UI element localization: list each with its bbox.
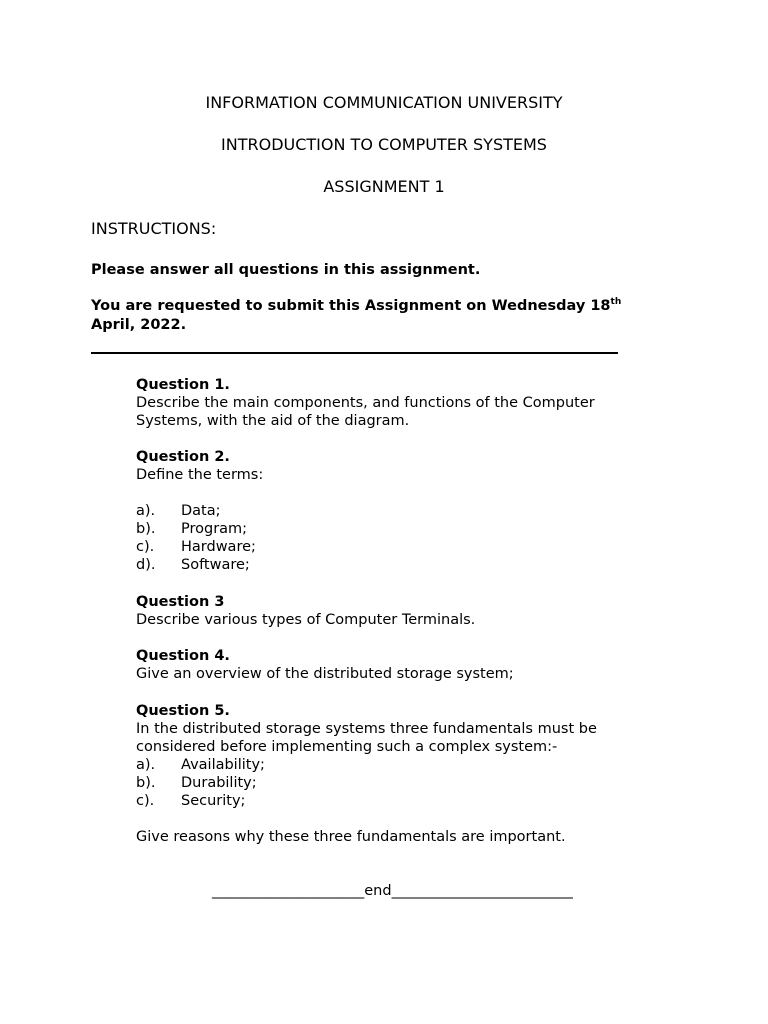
question-5-title: Question 5. <box>136 703 230 719</box>
date-ordinal-suffix: th <box>610 297 622 308</box>
assignment-title: ASSIGNMENT 1 <box>323 177 445 196</box>
list-item-text: Hardware; <box>181 539 256 555</box>
question-3 <box>136 593 636 629</box>
question-2 <box>136 448 636 574</box>
question-2-title: Question 2. <box>136 449 230 465</box>
question-2-text: Define the terms: <box>136 467 264 483</box>
course-title: INTRODUCTION TO COMPUTER SYSTEMS <box>221 135 547 154</box>
question-2-list <box>136 502 636 574</box>
list-item-text: Durability; <box>181 775 257 791</box>
list-item <box>136 538 636 556</box>
submit-date-text: You are requested to submit this Assignment on Wednesday 18 <box>91 298 611 314</box>
list-item <box>136 774 636 792</box>
question-4-text: Give an overview of the distributed storage system; <box>136 666 514 682</box>
list-marker: d). <box>136 557 156 573</box>
list-item <box>136 556 636 574</box>
list-marker: c). <box>136 539 155 555</box>
list-item-text: Data; <box>181 503 221 519</box>
question-5-list <box>136 756 636 810</box>
list-marker: b). <box>136 521 156 537</box>
question-3-title: Question 3 <box>136 594 225 610</box>
instruction-submit-date <box>91 297 621 315</box>
instruction-answer-all: Please answer all questions in this assignment. <box>91 262 481 278</box>
question-1-text: Describe the main components, and functions of the Computer Systems, with the aid of the diagram. <box>136 395 595 429</box>
list-item <box>136 792 636 810</box>
list-item-text: Availability; <box>181 757 265 773</box>
horizontal-divider <box>91 352 618 354</box>
question-4-title: Question 4. <box>136 648 230 664</box>
list-marker: c). <box>136 793 155 809</box>
list-item-text: Security; <box>181 793 246 809</box>
list-marker: a). <box>136 503 156 519</box>
question-1 <box>136 376 636 430</box>
instruction-submit-year: April, 2022. <box>91 317 187 333</box>
list-marker: b). <box>136 775 156 791</box>
question-4 <box>136 647 636 683</box>
end-marker: _____________________end_________________________ <box>212 883 573 899</box>
list-item <box>136 502 636 520</box>
question-5-closing: Give reasons why these three fundamentals are important. <box>136 829 566 845</box>
list-item <box>136 520 636 538</box>
university-title: INFORMATION COMMUNICATION UNIVERSITY <box>205 93 563 112</box>
question-5-text: In the distributed storage systems three fundamentals must be considered before implementing such a complex system:- <box>136 721 597 755</box>
question-1-title: Question 1. <box>136 377 230 393</box>
list-marker: a). <box>136 757 156 773</box>
question-5 <box>136 702 636 846</box>
instructions-heading: INSTRUCTIONS: <box>91 219 217 238</box>
question-3-text: Describe various types of Computer Terminals. <box>136 612 476 628</box>
list-item-text: Software; <box>181 557 250 573</box>
list-item-text: Program; <box>181 521 248 537</box>
list-item <box>136 756 636 774</box>
